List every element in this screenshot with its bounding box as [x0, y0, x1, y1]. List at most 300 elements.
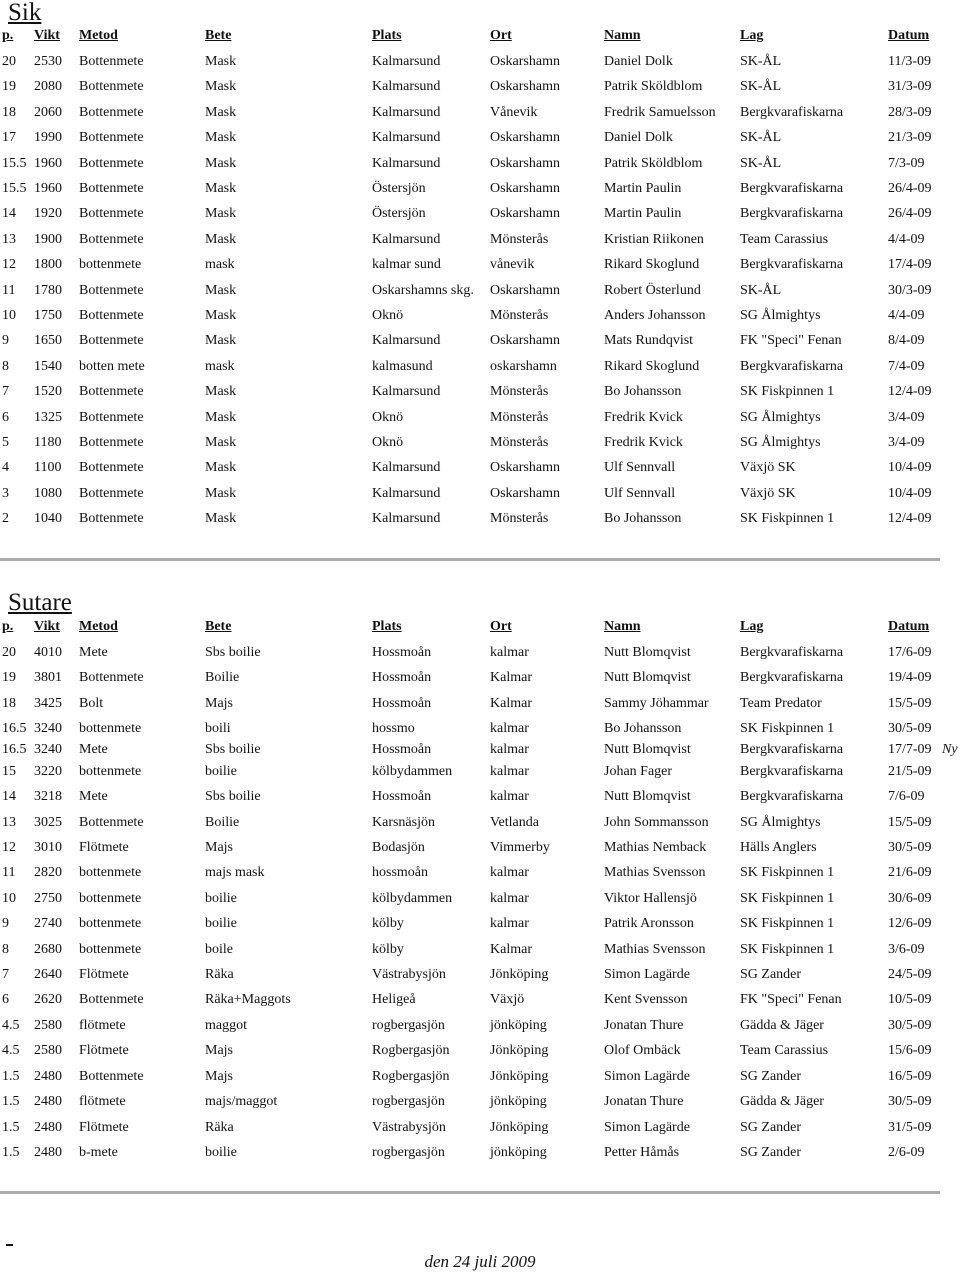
cell-vikt: 2080	[34, 79, 62, 94]
cell-namn: Jonatan Thure	[604, 1018, 684, 1033]
cell-metod: flötmete	[79, 1018, 126, 1033]
cell-vikt: 2480	[34, 1069, 62, 1084]
cell-vikt: 3425	[34, 696, 62, 711]
table-row	[0, 789, 960, 809]
cell-lag: SG Zander	[740, 1145, 802, 1160]
table-row	[0, 764, 960, 784]
cell-datum: 26/4-09	[888, 181, 932, 196]
cell-namn: Daniel Dolk	[604, 130, 673, 145]
cell-p: 3	[2, 486, 9, 501]
cell-vikt: 4010	[34, 645, 62, 660]
cell-p: 5	[2, 435, 9, 450]
cell-p: 15.5	[2, 181, 27, 196]
header-bete: Bete	[205, 619, 232, 634]
table-row	[0, 1145, 960, 1165]
cell-datum: 17/7-09	[888, 742, 932, 757]
cell-p: 10	[2, 891, 16, 906]
table-row	[0, 942, 960, 962]
cell-namn: Nutt Blomqvist	[604, 789, 691, 804]
cell-ort: Kalmar	[490, 696, 532, 711]
cell-plats: Kalmarsund	[372, 333, 441, 348]
cell-p: 16.5	[2, 721, 27, 736]
table-row	[0, 670, 960, 690]
cell-plats: rogbergasjön	[372, 1018, 445, 1033]
cell-ort: kalmar	[490, 645, 529, 660]
cell-namn: Fredrik Kvick	[604, 435, 683, 450]
cell-p: 15	[2, 764, 16, 779]
cell-lag: Gädda & Jäger	[740, 1094, 824, 1109]
cell-bete: Mask	[205, 308, 237, 323]
cell-ort: vånevik	[490, 257, 535, 272]
cell-namn: Johan Fager	[604, 764, 673, 779]
cell-bete: Mask	[205, 79, 237, 94]
cell-p: 14	[2, 206, 16, 221]
cell-datum: 10/5-09	[888, 992, 932, 1007]
cell-namn: Anders Johansson	[604, 308, 706, 323]
cell-datum: 7/6-09	[888, 789, 925, 804]
table-row	[0, 105, 960, 125]
cell-vikt: 3240	[34, 742, 62, 757]
table-row	[0, 359, 960, 379]
cell-namn: Bo Johansson	[604, 511, 682, 526]
cell-lag: Bergkvarafiskarna	[740, 359, 844, 374]
cell-metod: Bottenmete	[79, 435, 144, 450]
header-metod: Metod	[79, 619, 118, 634]
cell-bete: Mask	[205, 435, 237, 450]
cell-bete: mask	[205, 257, 235, 272]
cell-datum: 8/4-09	[888, 333, 925, 348]
cell-namn: Patrik Sköldblom	[604, 156, 703, 171]
cell-namn: Kristian Riikonen	[604, 232, 704, 247]
cell-p: 18	[2, 105, 16, 120]
cell-bete: Mask	[205, 232, 237, 247]
cell-datum: 3/4-09	[888, 410, 925, 425]
cell-vikt: 2620	[34, 992, 62, 1007]
cell-namn: Robert Österlund	[604, 283, 701, 298]
cell-datum: 21/3-09	[888, 130, 932, 145]
cell-lag: Gädda & Jäger	[740, 1018, 824, 1033]
cell-lag: SK Fiskpinnen 1	[740, 942, 835, 957]
cell-lag: Bergkvarafiskarna	[740, 645, 844, 660]
cell-ort: Oskarshamn	[490, 460, 560, 475]
cell-datum: 12/4-09	[888, 511, 932, 526]
cell-lag: SG Zander	[740, 1120, 802, 1135]
cell-bete: boilie	[205, 1145, 237, 1160]
cell-bete: Mask	[205, 181, 237, 196]
cell-metod: Mete	[79, 789, 108, 804]
cell-datum: 15/5-09	[888, 696, 932, 711]
cell-p: 13	[2, 815, 16, 830]
cell-vikt: 2680	[34, 942, 62, 957]
cell-ort: Kalmar	[490, 670, 532, 685]
header-namn: Namn	[604, 28, 641, 43]
cell-metod: Bottenmete	[79, 333, 144, 348]
cell-ort: kalmar	[490, 916, 529, 931]
table-row	[0, 696, 960, 716]
cell-bete: Majs	[205, 696, 233, 711]
footer-date: den 24 juli 2009	[424, 1252, 536, 1271]
cell-ort: Oskarshamn	[490, 486, 560, 501]
cell-p: 11	[2, 865, 16, 880]
cell-ort: Jönköping	[490, 1069, 549, 1084]
cell-vikt: 2580	[34, 1043, 62, 1058]
cell-plats: hossmo	[372, 721, 415, 736]
cell-metod: Bottenmete	[79, 384, 144, 399]
cell-vikt: 3220	[34, 764, 62, 779]
cell-lag: SK Fiskpinnen 1	[740, 916, 835, 931]
cell-metod: Mete	[79, 742, 108, 757]
cell-plats: kölby	[372, 942, 404, 957]
cell-metod: Bottenmete	[79, 232, 144, 247]
cell-plats: hossmoån	[372, 865, 428, 880]
cell-vikt: 1780	[34, 283, 62, 298]
cell-ort: Oskarshamn	[490, 54, 560, 69]
cell-metod: Bottenmete	[79, 206, 144, 221]
cell-namn: Mathias Svensson	[604, 865, 706, 880]
cell-ort: Jönköping	[490, 967, 549, 982]
cell-namn: Fredrik Kvick	[604, 410, 683, 425]
table-row	[0, 1043, 960, 1063]
cell-lag: SK-ÅL	[740, 283, 782, 298]
cell-vikt: 2740	[34, 916, 62, 931]
table-row	[0, 486, 960, 506]
cell-metod: bottenmete	[79, 764, 142, 779]
cell-lag: SK Fiskpinnen 1	[740, 384, 835, 399]
cell-namn: Mats Rundqvist	[604, 333, 694, 348]
cell-bete: boilie	[205, 891, 237, 906]
cell-vikt: 1960	[34, 156, 62, 171]
cell-p: 15.5	[2, 156, 27, 171]
table-row	[0, 645, 960, 665]
table-row	[0, 460, 960, 480]
cell-datum: 15/5-09	[888, 815, 932, 830]
cell-datum: 16/5-09	[888, 1069, 932, 1084]
cell-metod: Bottenmete	[79, 308, 144, 323]
cell-p: 9	[2, 333, 9, 348]
cell-namn: Jonatan Thure	[604, 1094, 684, 1109]
cell-p: 20	[2, 54, 16, 69]
cell-vikt: 2480	[34, 1145, 62, 1160]
cell-lag: SK-ÅL	[740, 79, 782, 94]
cell-p: 14	[2, 789, 16, 804]
table-header	[0, 619, 960, 639]
cell-namn: Mathias Svensson	[604, 942, 706, 957]
cell-ort: Oskarshamn	[490, 333, 560, 348]
cell-vikt: 1325	[34, 410, 62, 425]
cell-plats: kölby	[372, 916, 404, 931]
cell-bete: Mask	[205, 283, 237, 298]
cell-datum: 7/3-09	[888, 156, 925, 171]
table-row	[0, 891, 960, 911]
cell-plats: Kalmarsund	[372, 460, 441, 475]
cell-ort: Växjö	[490, 992, 525, 1007]
cell-namn: Patrik Sköldblom	[604, 79, 703, 94]
cell-plats: Kalmarsund	[372, 384, 441, 399]
cell-datum: 19/4-09	[888, 670, 932, 685]
cell-lag: Bergkvarafiskarna	[740, 742, 844, 757]
cell-vikt: 3025	[34, 815, 62, 830]
cell-bete: Räka+Maggots	[205, 992, 291, 1007]
cell-bete: Mask	[205, 105, 237, 120]
cell-p: 17	[2, 130, 16, 145]
cell-plats: Kalmarsund	[372, 130, 441, 145]
cell-datum: 10/4-09	[888, 460, 932, 475]
cell-bete: boilie	[205, 916, 237, 931]
cell-ort: Vånevik	[490, 105, 538, 120]
cell-vikt: 1900	[34, 232, 62, 247]
cell-p: 8	[2, 359, 9, 374]
cell-namn: Ulf Sennvall	[604, 486, 676, 501]
cell-plats: Kalmarsund	[372, 511, 441, 526]
cell-namn: Martin Paulin	[604, 206, 682, 221]
header-p: p.	[2, 619, 14, 634]
cell-bete: Mask	[205, 206, 237, 221]
cell-vikt: 1920	[34, 206, 62, 221]
cell-lag: Team Carassius	[740, 1043, 829, 1058]
cell-ort: Vimmerby	[490, 840, 550, 855]
cell-ort: kalmar	[490, 891, 529, 906]
cell-vikt: 2640	[34, 967, 62, 982]
cell-plats: Kalmarsund	[372, 232, 441, 247]
cell-datum: 21/5-09	[888, 764, 932, 779]
cell-plats: Västrabysjön	[372, 967, 446, 982]
cell-bete: boili	[205, 721, 231, 736]
cell-namn: Simon Lagärde	[604, 1069, 690, 1084]
cell-p: 4.5	[2, 1043, 20, 1058]
cell-namn: Fredrik Samuelsson	[604, 105, 716, 120]
cell-datum: 30/5-09	[888, 1018, 932, 1033]
cell-metod: Mete	[79, 645, 108, 660]
cell-plats: Oknö	[372, 435, 404, 450]
cell-bete: boilie	[205, 764, 237, 779]
cell-bete: Sbs boilie	[205, 645, 261, 660]
cell-datum: 11/3-09	[888, 54, 932, 69]
cell-lag: FK "Speci" Fenan	[740, 333, 842, 348]
cell-ort: Kalmar	[490, 942, 532, 957]
header-bete: Bete	[205, 28, 232, 43]
cell-namn: Nutt Blomqvist	[604, 645, 691, 660]
table-row	[0, 232, 960, 252]
cell-plats: kölbydammen	[372, 891, 453, 906]
table-row	[0, 967, 960, 987]
cell-namn: John Sommansson	[604, 815, 709, 830]
cell-bete: Mask	[205, 384, 237, 399]
cell-ort: Mönsterås	[490, 308, 549, 323]
cell-metod: Bolt	[79, 696, 104, 711]
cell-plats: Bodasjön	[372, 840, 425, 855]
cell-p: 1.5	[2, 1120, 20, 1135]
cell-bete: maggot	[205, 1018, 247, 1033]
cell-p: 20	[2, 645, 16, 660]
cell-lag: SK Fiskpinnen 1	[740, 865, 835, 880]
cell-datum: 2/6-09	[888, 1145, 925, 1160]
cell-plats: Hossmoån	[372, 645, 432, 660]
cell-vikt: 3801	[34, 670, 62, 685]
cell-bete: Boilie	[205, 670, 240, 685]
cell-vikt: 1650	[34, 333, 62, 348]
cell-plats: Hossmoån	[372, 789, 432, 804]
cell-datum: 26/4-09	[888, 206, 932, 221]
cell-bete: Mask	[205, 486, 237, 501]
table-row	[0, 181, 960, 201]
table-row	[0, 308, 960, 328]
cell-ort: Mönsterås	[490, 511, 549, 526]
cell-vikt: 1960	[34, 181, 62, 196]
cell-datum: 4/4-09	[888, 232, 925, 247]
cell-p: 12	[2, 257, 16, 272]
cell-datum: 28/3-09	[888, 105, 932, 120]
section-title-sik: Sik	[8, 0, 42, 26]
cell-plats: Rogbergasjön	[372, 1069, 450, 1084]
cell-datum: 24/5-09	[888, 967, 932, 982]
cell-ort: Oskarshamn	[490, 130, 560, 145]
cell-ort: Jönköping	[490, 1120, 549, 1135]
cell-vikt: 1540	[34, 359, 62, 374]
cell-namn: Simon Lagärde	[604, 967, 690, 982]
cell-metod: bottenmete	[79, 257, 142, 272]
cell-bete: Sbs boilie	[205, 742, 261, 757]
header-plats: Plats	[372, 619, 402, 634]
cell-p: 16.5	[2, 742, 27, 757]
cell-vikt: 1180	[34, 435, 62, 450]
header-plats: Plats	[372, 28, 402, 43]
table-row	[0, 156, 960, 176]
cell-ort: kalmar	[490, 721, 529, 736]
cell-metod: Bottenmete	[79, 181, 144, 196]
cell-lag: SK Fiskpinnen 1	[740, 891, 835, 906]
cell-namn: Petter Håmås	[604, 1145, 680, 1160]
cell-bete: Mask	[205, 410, 237, 425]
header-metod: Metod	[79, 28, 118, 43]
cell-lag: SG Zander	[740, 967, 802, 982]
table-row	[0, 865, 960, 885]
cell-namn: Ulf Sennvall	[604, 460, 676, 475]
cell-metod: bottenmete	[79, 916, 142, 931]
cell-ort: Oskarshamn	[490, 181, 560, 196]
cell-p: 1.5	[2, 1094, 20, 1109]
cell-namn: Bo Johansson	[604, 384, 682, 399]
cell-vikt: 1800	[34, 257, 62, 272]
table-row	[0, 206, 960, 226]
cell-ort: Oskarshamn	[490, 156, 560, 171]
cell-metod: Bottenmete	[79, 460, 144, 475]
header-ort: Ort	[490, 619, 512, 634]
cell-metod: Bottenmete	[79, 79, 144, 94]
cell-metod: botten mete	[79, 359, 145, 374]
cell-bete: Boilie	[205, 815, 240, 830]
cell-datum: 21/6-09	[888, 865, 932, 880]
cell-plats: Kalmarsund	[372, 156, 441, 171]
cell-bete: boile	[205, 942, 233, 957]
cell-bete: mask	[205, 359, 235, 374]
cell-datum: 3/6-09	[888, 942, 925, 957]
cell-vikt: 2580	[34, 1018, 62, 1033]
cell-lag: SG Ålmightys	[740, 410, 821, 425]
header-vikt: Vikt	[34, 28, 60, 43]
cell-metod: Flötmete	[79, 1120, 129, 1135]
cell-namn: Rikard Skoglund	[604, 257, 700, 272]
table-row	[0, 815, 960, 835]
cell-bete: Mask	[205, 333, 237, 348]
cell-vikt: 1100	[34, 460, 62, 475]
cell-plats: Hossmoån	[372, 742, 432, 757]
cell-plats: Hossmoån	[372, 670, 432, 685]
cell-plats: Kalmarsund	[372, 486, 441, 501]
cell-metod: Bottenmete	[79, 511, 144, 526]
cell-namn: Bo Johansson	[604, 721, 682, 736]
cell-namn: Viktor Hallensjö	[604, 891, 697, 906]
cell-lag: FK "Speci" Fenan	[740, 992, 842, 1007]
cell-p: 11	[2, 283, 16, 298]
cell-namn: Mathias Nemback	[604, 840, 707, 855]
cell-ort: jönköping	[490, 1145, 547, 1160]
cell-ort: Oskarshamn	[490, 206, 560, 221]
header-vikt: Vikt	[34, 619, 60, 634]
table-row	[0, 840, 960, 860]
cell-lag: SK-ÅL	[740, 54, 782, 69]
cell-vikt: 1520	[34, 384, 62, 399]
cell-metod: Flötmete	[79, 1043, 129, 1058]
table-row	[0, 130, 960, 150]
cell-datum: 30/3-09	[888, 283, 932, 298]
cell-namn: Martin Paulin	[604, 181, 682, 196]
header-lag: Lag	[740, 28, 764, 43]
cell-metod: Bottenmete	[79, 815, 144, 830]
table-row	[0, 410, 960, 430]
cell-datum: 30/5-09	[888, 840, 932, 855]
cell-p: 6	[2, 992, 9, 1007]
table-row	[0, 916, 960, 936]
cell-plats: Kalmarsund	[372, 105, 441, 120]
cell-ort: Jönköping	[490, 1043, 549, 1058]
cell-p: 4.5	[2, 1018, 20, 1033]
cell-bete: Mask	[205, 511, 237, 526]
cell-vikt: 1990	[34, 130, 62, 145]
cell-ort: Mönsterås	[490, 232, 549, 247]
cell-plats: Västrabysjön	[372, 1120, 446, 1135]
cell-plats: Heligeå	[372, 992, 416, 1007]
cell-metod: flötmete	[79, 1094, 126, 1109]
cell-plats: Östersjön	[372, 181, 426, 196]
cell-p: 1.5	[2, 1069, 20, 1084]
cell-metod: Bottenmete	[79, 1069, 144, 1084]
cell-ort: jönköping	[490, 1018, 547, 1033]
cell-ort: Oskarshamn	[490, 79, 560, 94]
table-row	[0, 384, 960, 404]
cell-datum: 31/5-09	[888, 1120, 932, 1135]
table-row	[0, 742, 960, 762]
cell-bete: Majs	[205, 1043, 233, 1058]
cell-namn: Sammy Jöhammar	[604, 696, 709, 711]
cell-metod: Bottenmete	[79, 410, 144, 425]
cell-plats: Hossmoån	[372, 696, 432, 711]
cell-datum: 10/4-09	[888, 486, 932, 501]
cell-vikt: 1080	[34, 486, 62, 501]
cell-bete: majs mask	[205, 865, 265, 880]
cell-note: Ny	[942, 742, 958, 757]
cell-lag: Bergkvarafiskarna	[740, 105, 844, 120]
cell-datum: 30/5-09	[888, 1094, 932, 1109]
cell-vikt: 2480	[34, 1094, 62, 1109]
cell-vikt: 2530	[34, 54, 62, 69]
cell-namn: Nutt Blomqvist	[604, 670, 691, 685]
cell-datum: 30/5-09	[888, 721, 932, 736]
cell-metod: Flötmete	[79, 967, 129, 982]
cell-datum: 7/4-09	[888, 359, 925, 374]
cell-p: 8	[2, 942, 9, 957]
cell-datum: 12/6-09	[888, 916, 932, 931]
cell-plats: kölbydammen	[372, 764, 453, 779]
